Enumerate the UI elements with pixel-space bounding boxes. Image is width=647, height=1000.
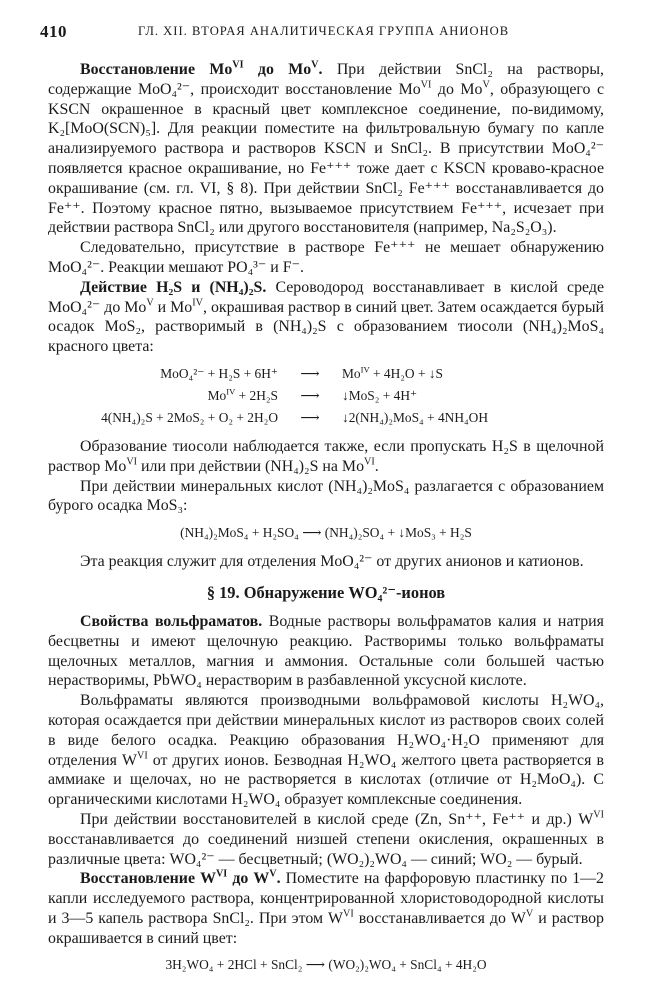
paragraph-mo-reduction — [48, 60, 604, 238]
equation-5 — [48, 954, 604, 976]
paragraph-text: При действии SnCl₂ на растворы, содержащие MoO₄²⁻, происходит восстановление $Mo^{VI}$ до $Mo^V$, образующего с KSCN окрашенное в красный цвет комплексное соединение, по-видимому, K₂[MoO(SCN)₅]. Для реакции поместите на фильтровальную бумагу по капле анализируемого раствора и растворов KSCN и SnCl₂. В присутствии MoO₄²⁻ появляется красное окрашивание, но Fe⁺⁺⁺ тоже дает с KSCN кроваво-красное окрашивание (см. гл. VI, § 8). При действии SnCl₂ Fe⁺⁺⁺ восстанавливается до Fe⁺⁺. Поэтому красное пятно, вызываемое присутствием Fe⁺⁺⁺, исчезает при действии раствора SnCl₂ или другого восстановителя (например, Na₂S₂O₃). — [48, 61, 605, 237]
equation-1 — [48, 363, 604, 385]
page-header — [40, 22, 606, 44]
page-body — [48, 60, 604, 984]
paragraph-thiosalt: Образование тиосоли наблюдается также, если пропускать H₂S в щелочной раствор $Mo^{VI}$ или при действии (NH₄)₂S на $Mo^{VI}$. — [48, 437, 604, 475]
paragraph-text: Сероводород восстанавливает в кислой среде MoO₄²⁻ до $Mo^V$ и $Mo^{IV}$, окрашивая раствор в синий цвет. Затем осаждается бурый осадок MoS₂, растворимый в (NH₄)₂S с образованием тиосоли (NH₄)₂MoS₄ красного цвета: — [48, 278, 605, 356]
paragraph-text: Поместите на фарфоровую пластинку по 1—2 капли исследуемого раствора, концентрированной хлористоводородной кислоты и 3—5 капель раствора SnCl₂. При этом $W^{VI}$ восстанавливается до $W^V$ и раствор окрашивается в синий цвет: — [48, 870, 604, 947]
equation-rhs: ↓2(NH₄)₂MoS₄ + 4NH₄OH — [342, 409, 488, 425]
reaction-arrow: ⟶ — [300, 409, 320, 425]
reaction-arrow: ⟶ — [300, 387, 320, 403]
equation-rhs: (NH₄)₂SO₄ + ↓MoS₃ + H₂S — [324, 525, 472, 541]
paragraph-tungstate-properties — [48, 612, 604, 691]
paragraph-mineral-acids: При действии минеральных кислот (NH₄)₂MoS₄ разлагается с образованием бурого осадка MoS₃: — [48, 477, 604, 515]
equation-lhs: $Mo^{IV} + 2H_2S$ — [207, 386, 278, 403]
paragraph-conclusion: Следовательно, присутствие в растворе Fe⁺⁺⁺ не мешает обнаружению MoO₄²⁻. Реакции мешают PO₄³⁻ и F⁻. — [48, 239, 604, 276]
paragraph-w-reduction — [48, 869, 604, 948]
equation-lhs: MoO₄²⁻ + H₂S + 6H⁺ — [160, 365, 278, 381]
paragraph-title: Восстановление $Mo^{VI}$ до $Mo^V$. — [80, 59, 323, 78]
equation-rhs: ↓MoS₂ + 4H⁺ — [342, 387, 418, 403]
equation-4 — [48, 522, 604, 544]
paragraph-title: Восстановление $W^{VI}$ до $W^V$. — [80, 869, 281, 888]
reaction-arrow: ⟶ — [305, 957, 325, 973]
paragraph-text: Водные растворы вольфраматов калия и натрия бесцветны и имеют щелочную реакцию. Растворимы только вольфраматы щелочных металлов, магния и аммония. Остальные соли большей частью нерастворимы, PbWO₄ нерастворим в разбавленной уксусной кислоте. — [48, 612, 604, 690]
paragraph-title: Свойства вольфраматов. — [80, 612, 263, 630]
paragraph-reducers: При действии восстановителей в кислой среде (Zn, Sn⁺⁺, Fe⁺⁺ и др.) $W^{VI}$ восстанавливается до соединений низшей степени окисления, окрашенных в различные цвета: WO₄²⁻ — бесцветный; (WO₂)₂WO₄ — синий; WO₂ — бурый. — [48, 809, 604, 868]
equation-lhs: 4(NH₄)₂S + 2MoS₂ + O₂ + 2H₂O — [101, 409, 278, 425]
equation-2 — [48, 385, 604, 407]
reaction-arrow: ⟶ — [302, 525, 322, 541]
equation-lhs: 3H₂WO₄ + 2HCl + SnCl₂ — [165, 957, 303, 973]
equation-rhs: (WO₂)₂WO₄ + SnCl₄ + 4H₂O — [328, 957, 487, 973]
reaction-arrow: ⟶ — [300, 365, 320, 381]
equation-3 — [48, 407, 604, 429]
paragraph-h2s-action — [48, 278, 604, 357]
equation-lhs: (NH₄)₂MoS₄ + H₂SO₄ — [180, 525, 299, 541]
paragraph-separation: Эта реакция служит для отделения MoO₄²⁻ от других анионов и катионов. — [80, 553, 584, 571]
running-head: ГЛ. XII. ВТОРАЯ АНАЛИТИЧЕСКАЯ ГРУППА АНИОНОВ — [138, 24, 510, 38]
page-number: 410 — [40, 22, 67, 41]
paragraph-tungstic-acid: Вольфраматы являются производными вольфрамовой кислоты H₂WO₄, которая осаждается при действии минеральных кислот из растворов своих солей в виде белого осадка. Реакцию образования H₂WO₄·H₂O применяют для отделения $W^{VI}$ от других ионов. Безводная H₂WO₄ желтого цвета растворяется в аммиаке и щелочах, но не растворяется в кислотах (отличие от H₂MoO₄). С органическими кислотами H₂WO₄ образует комплексные соединения. — [48, 692, 604, 809]
equation-group-tungsten-blue — [48, 954, 604, 976]
paragraph-title: Действие H₂S и (NH₄)₂S. — [80, 278, 267, 296]
section-heading: § 19. Обнаружение WO₄²⁻-ионов — [206, 582, 446, 602]
equation-rhs: $Mo^{IV} + 4H_2O$ + ↓S — [342, 364, 443, 381]
equation-group-mos3 — [48, 522, 604, 544]
equation-group-mo-sulfide — [48, 363, 604, 429]
